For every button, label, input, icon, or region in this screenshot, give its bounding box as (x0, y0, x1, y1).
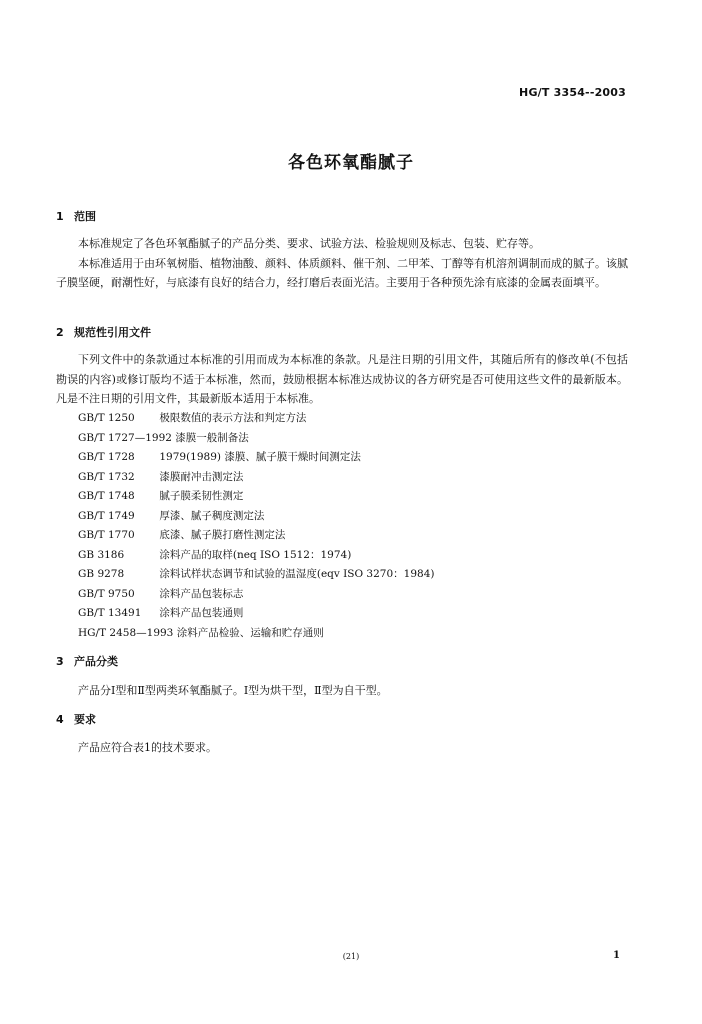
reference-code: GB/T 1727—1992 (78, 431, 172, 444)
reference-item (78, 585, 434, 605)
reference-title: 涂料产品包装标志 (159, 587, 244, 600)
reference-title: 底漆、腻子膜打磨性测定法 (159, 529, 286, 541)
reference-title: 1979(1989) 漆膜、腻子膜干燥时间测定法 (159, 451, 361, 463)
reference-title: 厚漆、腻子稠度测定法 (159, 509, 265, 522)
reference-code: GB 9278 (78, 568, 125, 580)
reference-item (78, 565, 434, 585)
section-heading-1 (56, 208, 96, 224)
page-title: 各色环氧酯腻子 (288, 153, 414, 173)
section-number: 3 (56, 655, 64, 668)
section-2-body (56, 350, 628, 409)
reference-item (78, 429, 434, 449)
section-1-body (56, 234, 628, 293)
section-number: 1 (56, 210, 64, 223)
section-number: 4 (56, 713, 64, 726)
section-number: 2 (56, 326, 64, 339)
section-title: 产品分类 (74, 655, 118, 668)
reference-code: GB/T 1728 (78, 451, 135, 463)
reference-code: GB/T 1732 (78, 470, 135, 483)
section-title: 规范性引用文件 (74, 326, 151, 339)
reference-title: 极限数值的表示方法和判定方法 (159, 412, 307, 424)
section-heading-2 (56, 324, 151, 340)
section-4-text: 产品应符合表1的技术要求。 (78, 741, 217, 754)
reference-code: HG/T 2458—1993 (78, 626, 174, 639)
section-title: 要求 (74, 713, 96, 726)
reference-item (78, 546, 434, 566)
section-heading-4 (56, 711, 96, 727)
reference-title: 腻子膜柔韧性测定 (159, 490, 244, 502)
section-heading-3 (56, 653, 118, 669)
reference-item (78, 604, 434, 624)
reference-item (78, 448, 434, 468)
section-title: 范围 (74, 210, 96, 223)
reference-item (78, 507, 434, 527)
section-3-text: 产品分Ⅰ型和Ⅱ型两类环氧酯腻子。Ⅰ型为烘干型，Ⅱ型为自干型。 (78, 684, 388, 697)
reference-item (78, 526, 434, 546)
reference-list (78, 409, 434, 643)
paragraph: 本标准适用于由环氧树脂、植物油酸、颜料、体质颜料、催干剂、二甲苯、丁醇等有机溶剂调制而成的腻子。该腻子膜坚硬，耐潮性好，与底漆有良好的结合力，经打磨后表面光洁。主要用于各种预先涂有底漆的金属表面填平。 (56, 256, 628, 289)
reference-title: 涂料产品包装通则 (159, 607, 244, 619)
page-number: 1 (613, 950, 620, 961)
reference-code: GB/T 9750 (78, 587, 135, 600)
reference-code: GB/T 1749 (78, 509, 135, 522)
reference-item (78, 624, 434, 644)
reference-code: GB 3186 (78, 548, 125, 561)
reference-code: GB/T 1748 (78, 490, 135, 502)
reference-code: GB/T 1250 (78, 412, 135, 424)
reference-title: 涂料产品检验、运输和贮存通则 (176, 626, 324, 639)
reference-title: 漆膜耐冲击测定法 (159, 470, 244, 483)
reference-title: 漆膜一般制备法 (175, 431, 249, 444)
footer-center-number: (21) (342, 952, 360, 961)
standard-code: HG/T 3354--2003 (519, 86, 626, 99)
reference-item (78, 409, 434, 429)
reference-item (78, 468, 434, 488)
reference-code: GB/T 13491 (78, 607, 142, 619)
paragraph: 下列文件中的条款通过本标准的引用而成为本标准的条款。凡是注日期的引用文件，其随后所有的修改单(不包括勘误的内容)或修订版均不适于本标准，然而，鼓励根据本标准达成协议的各方研究是否可使用这些文件的最新版本。凡是不注日期的引用文件，其最新版本适用于本标准。 (56, 353, 628, 405)
reference-item (78, 487, 434, 507)
paragraph: 本标准规定了各色环氧酯腻子的产品分类、要求、试验方法、检验规则及标志、包装、贮存等。 (78, 237, 540, 250)
reference-title: 涂料试样状态调节和试验的温湿度(eqv ISO 3270：1984) (159, 568, 435, 580)
reference-title: 涂料产品的取样(neq ISO 1512：1974) (159, 548, 352, 561)
reference-code: GB/T 1770 (78, 529, 135, 541)
